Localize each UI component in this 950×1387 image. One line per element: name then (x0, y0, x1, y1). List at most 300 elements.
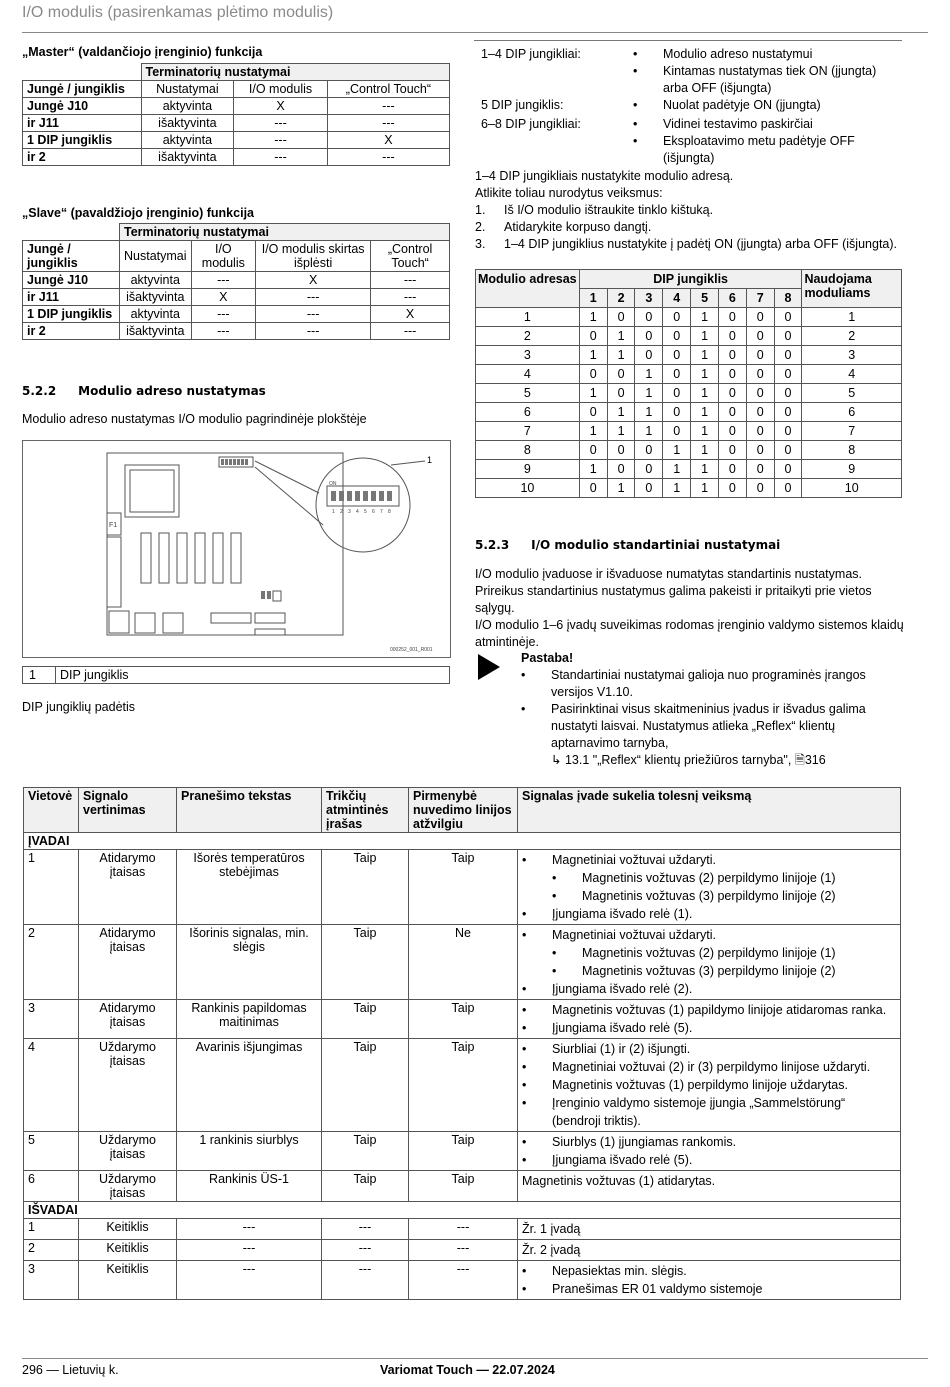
dip-info-item: Kintamas nustatymas tiek ON (įjungta) arba OFF (išjungta) (663, 64, 877, 95)
cell: X (234, 98, 328, 115)
step-number: 2. (475, 220, 486, 234)
table-row (23, 149, 450, 166)
dip-info-item: Modulio adreso nustatymui (663, 47, 813, 61)
page-icon: 🗎 (794, 753, 805, 767)
page-header-title: I/O modulis (pasirenkamas plėtimo modulis) (22, 4, 334, 21)
cell: 0 (579, 365, 607, 384)
svg-text:F1: F1 (109, 522, 118, 529)
paragraph: I/O modulio įvaduose ir išvaduose numatytas standartinis nustatymas. (475, 567, 862, 581)
cell: 4 (476, 365, 580, 384)
steps-intro: Atlikite toliau nurodytus veiksmus: (475, 186, 663, 200)
cell: --- (409, 1240, 518, 1261)
cell: 0 (607, 441, 635, 460)
master-col: Nustatymai (141, 81, 234, 98)
cell: 1 (24, 1219, 79, 1240)
action-text: Siurbliai (1) ir (2) išjungti. (552, 1042, 691, 1056)
paragraph: I/O modulio 1–6 įvadų suveikimas rodomas įrenginio valdymo sistemos klaidų atmintinėje. (475, 618, 904, 649)
note-item: Pasirinktinai visus skaitmeninius įvadus ir išvadus galima nustatyti laisvai. Nustatymus atlieka „Reflex“ klientų aptarnavimo tarnyba, (551, 702, 866, 750)
cell: 0 (579, 479, 607, 498)
table-row (24, 1000, 901, 1039)
reference-arrow-icon: ↳ (551, 753, 562, 767)
bullet-icon: • (522, 1042, 527, 1056)
cell: --- (177, 1261, 322, 1300)
table-row (24, 925, 901, 1000)
cell: 2 (802, 327, 902, 346)
action-cell (518, 1240, 901, 1261)
cell: 0 (607, 384, 635, 403)
cell: 9 (802, 460, 902, 479)
table-row (476, 308, 902, 327)
cell: 0 (774, 441, 802, 460)
cell: 1 (24, 850, 79, 925)
io-col: Pirmenybė nuvedimo linijos atžvilgiu (409, 788, 518, 833)
slave-table (22, 223, 450, 340)
cell: Keitiklis (79, 1219, 177, 1240)
cell: Taip (409, 1132, 518, 1171)
addr-header: Modulio adresas (476, 270, 580, 308)
cell: 4 (24, 1039, 79, 1132)
cell: 0 (718, 327, 746, 346)
cell: 1 (691, 365, 719, 384)
cell: 1 (635, 422, 663, 441)
cell: išaktyvinta (120, 289, 192, 306)
bullet-icon: • (522, 853, 527, 867)
cell: 8 (476, 441, 580, 460)
cell: 1 (579, 460, 607, 479)
table-row (24, 1039, 901, 1132)
cell: 5 (476, 384, 580, 403)
cell: 1 (691, 384, 719, 403)
cell: 0 (718, 479, 746, 498)
dip-switch-number: 7 (380, 509, 383, 515)
cell: Taip (322, 1039, 409, 1132)
cell: 5 (24, 1132, 79, 1171)
table-row (476, 441, 902, 460)
cell: 0 (746, 384, 774, 403)
bullet-icon: • (522, 1078, 527, 1092)
cell: 8 (802, 441, 902, 460)
cell: Taip (409, 850, 518, 925)
cell: 0 (746, 308, 774, 327)
cell: 0 (718, 422, 746, 441)
cell: 10 (802, 479, 902, 498)
cell: 1 (579, 308, 607, 327)
cell: X (371, 306, 450, 323)
action-text: Įjungiama išvado relė (5). (552, 1021, 693, 1035)
cell: 6 (24, 1171, 79, 1202)
master-col: Jungė / jungiklis (23, 81, 142, 98)
legend-text: DIP jungiklis (56, 667, 450, 684)
cell: --- (234, 149, 328, 166)
table-row (24, 850, 901, 925)
action-cell (518, 1261, 901, 1300)
cell: 0 (718, 308, 746, 327)
cell: ir 2 (23, 149, 142, 166)
cell: --- (371, 289, 450, 306)
cell: 0 (774, 403, 802, 422)
cell: Uždarymo įtaisas (79, 1039, 177, 1132)
cell: 1 (691, 346, 719, 365)
cell: 2 (476, 327, 580, 346)
cell: išaktyvinta (141, 115, 234, 132)
dip-on-label: ON (329, 481, 337, 487)
cell: išaktyvinta (120, 323, 192, 340)
cell: Atidarymo įtaisas (79, 850, 177, 925)
table-row (476, 422, 902, 441)
figure-legend (22, 666, 450, 684)
addr-header: Naudojama moduliams (802, 270, 902, 308)
action-text: Magnetinis vožtuvas (1) perpildymo linijoje uždarytas. (552, 1078, 848, 1092)
section-number: 5.2.3 (475, 538, 510, 552)
table-row (24, 1219, 901, 1240)
action-text: Įjungiama išvado relė (1). (552, 907, 693, 921)
cell: 5 (802, 384, 902, 403)
action-text: Įjungiama išvado relė (5). (552, 1153, 693, 1167)
dip-info-item: Vidinei testavimo paskirčiai (663, 117, 813, 131)
cell: 0 (663, 327, 691, 346)
cell: 0 (635, 308, 663, 327)
action-text: Įrenginio valdymo sistemoje įjungia „Sammelstörung“ (bendroji triktis). (552, 1096, 846, 1128)
dip-switch-number: 1 (332, 509, 335, 515)
cell: Išorės temperatūros stebėjimas (177, 850, 322, 925)
step-text: Iš I/O modulio ištraukite tinklo kištuką. (504, 203, 714, 217)
address-table (475, 269, 902, 498)
bullet-icon: • (522, 1021, 527, 1035)
cell: aktyvinta (141, 132, 234, 149)
cell: 0 (746, 422, 774, 441)
cell: --- (409, 1219, 518, 1240)
cell: 2 (24, 1240, 79, 1261)
bullet-icon: • (522, 928, 527, 942)
cell: Keitiklis (79, 1240, 177, 1261)
steps-block (475, 168, 905, 253)
action-text: Siurblys (1) įjungiamas rankomis. (552, 1135, 737, 1149)
dip-switch-number: 2 (340, 509, 343, 515)
action-cell (518, 1000, 901, 1039)
action-text: Magnetiniai vožtuvai uždaryti. (552, 928, 716, 942)
action-text: Magnetiniai vožtuvai (2) ir (3) perpildymo linijose uždaryti. (552, 1060, 871, 1074)
cell: 3 (476, 346, 580, 365)
cell: 0 (774, 460, 802, 479)
cell: 0 (774, 308, 802, 327)
step-text: Atidarykite korpuso dangtį. (504, 220, 652, 234)
table-row (23, 98, 450, 115)
cell: X (191, 289, 256, 306)
cell: --- (409, 1261, 518, 1300)
cell: --- (327, 149, 449, 166)
cell: Jungė J10 (23, 98, 142, 115)
cell: aktyvinta (141, 98, 234, 115)
cell: 1 (691, 422, 719, 441)
cell: ir J11 (23, 115, 142, 132)
slave-term-header: Terminatorių nustatymai (120, 224, 450, 241)
cell: išaktyvinta (141, 149, 234, 166)
bullet-icon: • (552, 871, 557, 885)
cell: 1 (635, 365, 663, 384)
cell: Taip (322, 1171, 409, 1202)
cell: 0 (663, 403, 691, 422)
cell: X (256, 272, 371, 289)
action-cell (518, 925, 901, 1000)
cell: --- (234, 132, 328, 149)
cell: Ne (409, 925, 518, 1000)
section-heading-522 (22, 384, 266, 398)
note-item: Standartiniai nustatymai galioja nuo programinės įrangos versijos V1.10. (551, 668, 866, 699)
cell: --- (371, 272, 450, 289)
io-col: Signalas įvade sukelia tolesnį veiksmą (518, 788, 901, 833)
dip-info-item: Eksploatavimo metu padėtyje OFF (išjungta) (663, 134, 855, 165)
cell: 1 (691, 403, 719, 422)
cell: 0 (579, 441, 607, 460)
cell: 0 (774, 479, 802, 498)
action-text: Magnetinis vožtuvas (2) perpildymo linijoje (1) (582, 871, 836, 885)
action-cell (518, 1132, 901, 1171)
addr-header: DIP jungiklis (579, 270, 802, 289)
slave-col: I/O modulis skirtas išplėsti (256, 241, 371, 272)
dip-number: 1 (579, 289, 607, 308)
cell: Taip (409, 1000, 518, 1039)
io-col: Pranešimo tekstas (177, 788, 322, 833)
dip-number: 6 (718, 289, 746, 308)
board-figure (22, 440, 451, 658)
cell: --- (256, 306, 371, 323)
cell: 0 (607, 308, 635, 327)
cell: 1 (663, 460, 691, 479)
action-text: Magnetinis vožtuvas (2) perpildymo linijoje (1) (582, 946, 836, 960)
figure-caption: DIP jungiklių padėtis (22, 700, 136, 714)
footer-title: Variomat Touch — 22.07.2024 (380, 1363, 555, 1377)
cell: 0 (746, 346, 774, 365)
cell: 1 (476, 308, 580, 327)
dip-switch-number: 6 (372, 509, 375, 515)
cell: 6 (476, 403, 580, 422)
io-col: Signalo vertinimas (79, 788, 177, 833)
cell: 0 (663, 365, 691, 384)
cell: 0 (635, 479, 663, 498)
cell: 1 DIP jungiklis (23, 306, 120, 323)
table-row (24, 1261, 901, 1300)
cell: 1 (579, 384, 607, 403)
slave-col: „Control Touch“ (371, 241, 450, 272)
action-text: Magnetinis vožtuvas (1) atidarytas. (522, 1174, 716, 1188)
cell: 1 (607, 403, 635, 422)
cell: --- (234, 115, 328, 132)
cell: --- (191, 323, 256, 340)
action-text: Magnetinis vožtuvas (3) perpildymo linijoje (2) (582, 964, 836, 978)
table-row (476, 327, 902, 346)
dip-info-rule (474, 40, 902, 41)
bullet-icon: • (552, 946, 557, 960)
legend-number: 1 (23, 667, 56, 684)
bullet-icon: • (522, 1153, 527, 1167)
cell: Taip (322, 1000, 409, 1039)
cell: 1 (579, 422, 607, 441)
action-text: Pranešimas ER 01 valdymo sistemoje (552, 1282, 763, 1296)
action-text: Žr. 1 įvadą (522, 1222, 581, 1236)
cell: 1 (663, 441, 691, 460)
cell: 9 (476, 460, 580, 479)
cell: Uždarymo įtaisas (79, 1132, 177, 1171)
cell: ir 2 (23, 323, 120, 340)
cell: 1 rankinis siurblys (177, 1132, 322, 1171)
section-title: I/O modulio standartiniai nustatymai (531, 538, 781, 552)
cell: 0 (774, 346, 802, 365)
note-title: Pastaba! (521, 651, 574, 665)
slave-col: Jungė / jungiklis (23, 241, 120, 272)
master-table (22, 63, 450, 166)
bullet-icon: • (522, 1003, 527, 1017)
table-row (476, 460, 902, 479)
cell: 0 (635, 346, 663, 365)
action-text: Žr. 2 įvadą (522, 1243, 581, 1257)
dip-number: 5 (691, 289, 719, 308)
cell: 1 (607, 327, 635, 346)
table-row (23, 323, 450, 340)
action-cell (518, 1171, 901, 1202)
cell: 0 (774, 327, 802, 346)
action-text: Įjungiama išvado relė (2). (552, 982, 693, 996)
cell: 1 (579, 346, 607, 365)
cell: 0 (579, 327, 607, 346)
cell: 0 (746, 403, 774, 422)
note-arrow-icon (478, 654, 500, 680)
cell: 0 (774, 422, 802, 441)
cell: --- (322, 1240, 409, 1261)
cell: --- (322, 1219, 409, 1240)
cell: --- (191, 272, 256, 289)
cell: 7 (476, 422, 580, 441)
bullet-icon: • (522, 907, 527, 921)
dip-info-label: 5 DIP jungiklis: (481, 98, 564, 112)
cell: --- (177, 1240, 322, 1261)
header-rule (22, 32, 928, 33)
dip-info-label: 6–8 DIP jungikliai: (481, 117, 581, 131)
step-number: 3. (475, 237, 486, 251)
bullet-icon: • (522, 1096, 527, 1110)
cell: 0 (635, 441, 663, 460)
footer-rule (22, 1358, 928, 1359)
cell: --- (256, 323, 371, 340)
cell: --- (327, 98, 449, 115)
section-title: Modulio adreso nustatymas (78, 384, 266, 398)
dip-switch-number: 3 (348, 509, 351, 515)
cell: 2 (24, 925, 79, 1000)
slave-col: Nustatymai (120, 241, 192, 272)
table-row (476, 479, 902, 498)
cell: X (327, 132, 449, 149)
bullet-icon: • (552, 889, 557, 903)
dip-number: 4 (663, 289, 691, 308)
dip-number: 3 (635, 289, 663, 308)
slave-col: I/O modulis (191, 241, 256, 272)
table-row (24, 1240, 901, 1261)
io-inputs-body (24, 850, 901, 1202)
cell: 1 (802, 308, 902, 327)
cell: 0 (718, 441, 746, 460)
cell: Išorinis signalas, min. slėgis (177, 925, 322, 1000)
step-text: 1–4 DIP jungiklius nustatykite į padėtį ON (įjungta) arba OFF (išjungta). (504, 237, 898, 251)
table-row (23, 306, 450, 323)
slave-title: „Slave“ (pavaldžiojo įrenginio) funkcija (22, 206, 254, 220)
cell: 0 (607, 365, 635, 384)
cell: 1 (691, 308, 719, 327)
section-intro: Modulio adreso nustatymas I/O modulio pagrindinėje plokštėje (22, 412, 367, 426)
action-cell (518, 850, 901, 925)
io-col: Vietovė (24, 788, 79, 833)
cell: 0 (718, 365, 746, 384)
table-row (23, 289, 450, 306)
master-term-header: Terminatorių nustatymai (141, 64, 450, 81)
cell: 0 (718, 384, 746, 403)
bullet-icon: • (522, 1060, 527, 1074)
cell: Rankinis papildomas maitinimas (177, 1000, 322, 1039)
cell: Taip (322, 1132, 409, 1171)
cell: 0 (746, 365, 774, 384)
dip-info-item: Nuolat padėtyje ON (įjungta) (663, 98, 821, 112)
cell: 3 (24, 1261, 79, 1300)
cell: 1 (691, 460, 719, 479)
cell: 1 (691, 441, 719, 460)
cell: ir J11 (23, 289, 120, 306)
io-table (23, 787, 901, 1300)
table-row (24, 1132, 901, 1171)
cell: 1 (635, 403, 663, 422)
table-row (476, 346, 902, 365)
cell: --- (327, 115, 449, 132)
cell: 0 (718, 346, 746, 365)
figure-code: 000252_001_R001 (390, 647, 433, 653)
cell: 0 (718, 403, 746, 422)
cell: 0 (635, 327, 663, 346)
cell: Atidarymo įtaisas (79, 1000, 177, 1039)
master-col: „Control Touch“ (327, 81, 449, 98)
cell: 0 (718, 460, 746, 479)
note-reference[interactable]: 13.1 "„Reflex“ klientų priežiūros tarnyba", (564, 753, 792, 767)
cell: Rankinis ÜS-1 (177, 1171, 322, 1202)
footer-page: 296 — Lietuvių k. (22, 1363, 119, 1377)
dip-number: 2 (607, 289, 635, 308)
cell: Uždarymo įtaisas (79, 1171, 177, 1202)
master-title: „Master“ (valdančiojo įrenginio) funkcija (22, 45, 263, 59)
cell: aktyvinta (120, 306, 192, 323)
cell: 1 (663, 479, 691, 498)
cell: 1 (607, 346, 635, 365)
cell: Atidarymo įtaisas (79, 925, 177, 1000)
cell: 7 (802, 422, 902, 441)
action-text: Magnetinis vožtuvas (3) perpildymo linijoje (2) (582, 889, 836, 903)
dip-switch-number: 8 (388, 509, 391, 515)
action-text: Magnetinis vožtuvas (1) papildymo linijoje atidaromas ranka. (552, 1003, 887, 1017)
cell: Taip (322, 850, 409, 925)
cell: 0 (663, 346, 691, 365)
cell: Taip (322, 925, 409, 1000)
master-col: I/O modulis (234, 81, 328, 98)
cell: --- (371, 323, 450, 340)
dip-info-list: 1–4 DIP jungikliai: • Modulio adreso nustatymui • Kintamas nustatymas tiek ON (įjungta) arba OFF (išjungta) 5 DIP jungiklis: • Nuolat padėtyje ON (įjungta) 6–8 DIP jungikliai: • Vidinei testavimo paskirčiai • Eksploatavimo metu padėtyje OFF (išjungta) (481, 46, 901, 167)
action-text: Magnetiniai vožtuvai uždaryti. (552, 853, 716, 867)
note-block: Pastaba! • Standartiniai nustatymai galioja nuo programinės įrangos versijos V1.10. • Pasirinktinai visus skaitmeninius įvadus ir išvadus galima nustatyti laisvai. Nustatymus atlieka „Reflex“ klientų aptarnavimo tarnyba, ↳ 13.1 "„Reflex“ klientų priežiūros tarnyba", 🗎316 (521, 650, 901, 769)
figure-callout-number: 1 (427, 455, 433, 465)
section-523-body (475, 566, 905, 651)
cell: 0 (746, 441, 774, 460)
cell: 1 DIP jungiklis (23, 132, 142, 149)
cell: 0 (635, 460, 663, 479)
cell: aktyvinta (120, 272, 192, 289)
cell: --- (191, 306, 256, 323)
cell: 0 (774, 384, 802, 403)
action-cell (518, 1039, 901, 1132)
cell: 3 (802, 346, 902, 365)
